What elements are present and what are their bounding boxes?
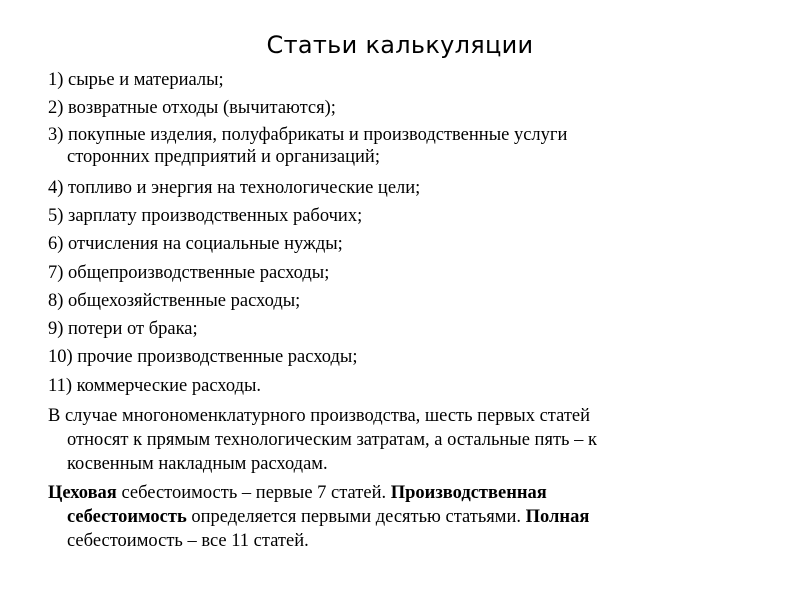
summary-text: себестоимость – первые 7 статей.: [116, 483, 391, 503]
list-item: 5) зарплату производственных рабочих;: [48, 206, 363, 226]
summary-line: [48, 482, 547, 504]
summary-line: себестоимость – все 11 статей.: [67, 531, 309, 551]
slide-title: Статьи калькуляции: [266, 31, 534, 59]
list-item: 7) общепроизводственные расходы;: [48, 263, 330, 283]
list-item: 3) покупные изделия, полуфабрикаты и производственные услуги: [48, 125, 568, 145]
list-item: 4) топливо и энергия на технологические цели;: [48, 178, 421, 198]
summary-text: определяется первыми десятью статьями.: [186, 507, 526, 527]
list-item: 11) коммерческие расходы.: [48, 376, 262, 396]
list-item: 8) общехозяйственные расходы;: [48, 291, 301, 311]
summary-term-shop-cost: Цеховая: [48, 483, 117, 503]
list-item: 2) возвратные отходы (вычитаются);: [48, 98, 336, 118]
summary-term-cost: себестоимость: [67, 507, 187, 527]
summary-term-production: Производственная: [390, 483, 547, 503]
note-line: В случае многономенклатурного производства, шесть первых статей: [48, 406, 591, 426]
list-item-continuation: сторонних предприятий и организаций;: [67, 147, 380, 167]
list-item: 10) прочие производственные расходы;: [48, 347, 358, 367]
list-item: 6) отчисления на социальные нужды;: [48, 234, 343, 254]
summary-line: [67, 506, 589, 528]
summary-term-full: Полная: [525, 507, 590, 527]
list-item: 1) сырье и материалы;: [48, 70, 224, 90]
list-item: 9) потери от брака;: [48, 319, 198, 339]
note-line: косвенным накладным расходам.: [67, 454, 328, 474]
note-line: относят к прямым технологическим затратам, а остальные пять – к: [67, 430, 597, 450]
